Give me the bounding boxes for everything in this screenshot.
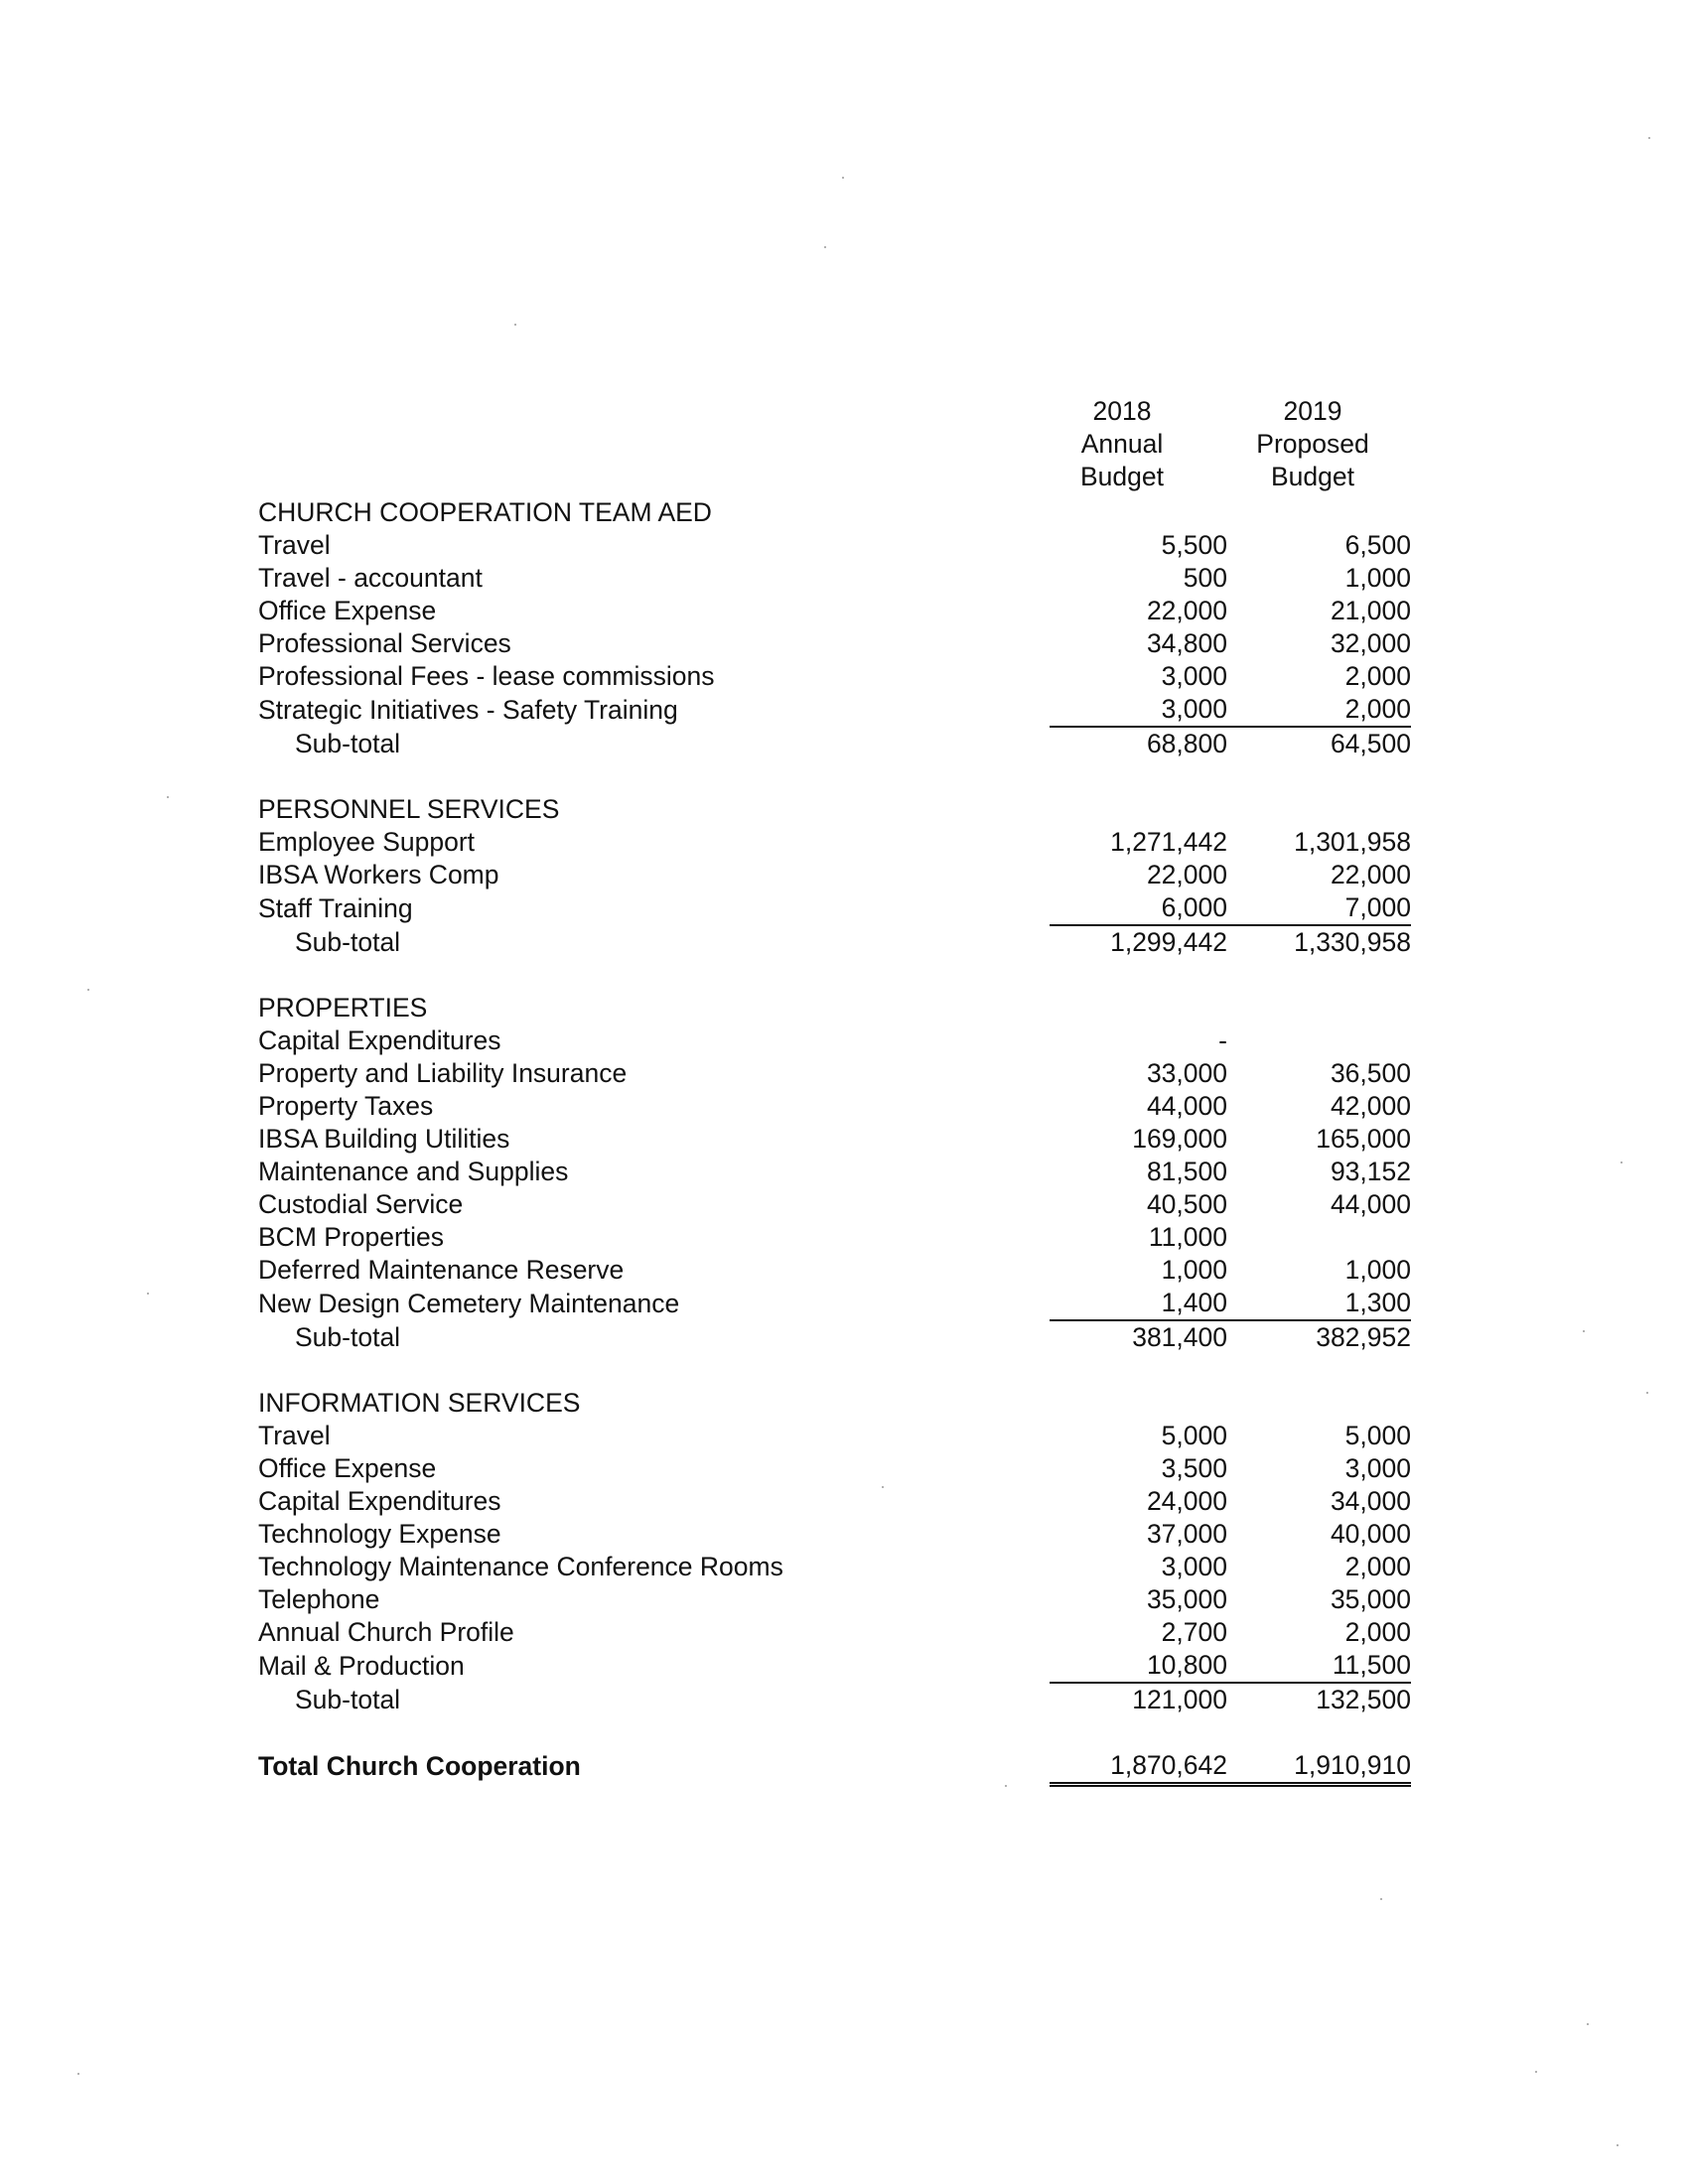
column-gap bbox=[1227, 1485, 1257, 1518]
row-label: Annual Church Profile bbox=[258, 1617, 514, 1647]
section-title bbox=[258, 1387, 1411, 1420]
header-line: Budget bbox=[1080, 462, 1164, 491]
section-title bbox=[258, 496, 1411, 529]
value-2018 bbox=[1050, 760, 1227, 793]
value-2019: 2,000 bbox=[1344, 1617, 1411, 1647]
value-2019: 21,000 bbox=[1330, 596, 1411, 625]
value-2018: 169,000 bbox=[1132, 1124, 1227, 1154]
value-2018: 3,000 bbox=[1161, 661, 1227, 691]
scan-speck bbox=[167, 796, 169, 798]
line-item bbox=[258, 1518, 1411, 1551]
column-gap bbox=[1227, 1221, 1257, 1254]
column-gap bbox=[1227, 925, 1257, 959]
subtotal-row bbox=[258, 727, 1411, 760]
value-2019 bbox=[1257, 992, 1411, 1024]
scan-speck bbox=[1646, 1392, 1648, 1394]
line-item bbox=[258, 859, 1411, 891]
scan-speck bbox=[147, 1293, 149, 1295]
budget-table bbox=[258, 496, 1411, 1787]
value-2018: 35,000 bbox=[1146, 1584, 1227, 1614]
column-header-2019 bbox=[1223, 395, 1402, 493]
line-item bbox=[258, 1616, 1411, 1649]
line-item bbox=[258, 1287, 1411, 1320]
row-label: BCM Properties bbox=[258, 1222, 445, 1252]
column-gap bbox=[1227, 1090, 1257, 1123]
row-label: Office Expense bbox=[258, 596, 437, 625]
line-item bbox=[258, 693, 1411, 727]
row-label bbox=[258, 1354, 1050, 1387]
row-label bbox=[258, 959, 1050, 992]
column-gap bbox=[1227, 1616, 1257, 1649]
row-label: Deferred Maintenance Reserve bbox=[258, 1255, 625, 1285]
value-2018: 1,271,442 bbox=[1110, 827, 1227, 857]
value-2019: 32,000 bbox=[1330, 628, 1411, 658]
row-label: IBSA Workers Comp bbox=[258, 860, 499, 889]
value-2018: 81,500 bbox=[1146, 1157, 1227, 1186]
column-gap bbox=[1227, 496, 1257, 529]
value-2019: 34,000 bbox=[1330, 1486, 1411, 1516]
value-2019: 22,000 bbox=[1330, 860, 1411, 889]
line-item bbox=[258, 1221, 1411, 1254]
scan-speck bbox=[1380, 1898, 1382, 1900]
line-item bbox=[258, 1156, 1411, 1188]
column-gap bbox=[1227, 1354, 1257, 1387]
value-2019: 1,000 bbox=[1344, 1255, 1411, 1285]
value-2018: 5,500 bbox=[1161, 530, 1227, 560]
column-gap bbox=[1227, 529, 1257, 562]
line-item bbox=[258, 562, 1411, 595]
grand-total-row bbox=[258, 1749, 1411, 1785]
column-gap bbox=[1227, 1683, 1257, 1716]
value-2018: 1,870,642 bbox=[1050, 1749, 1227, 1785]
row-label: Sub-total bbox=[295, 926, 401, 957]
column-gap bbox=[1227, 1420, 1257, 1452]
section-spacer bbox=[258, 760, 1411, 793]
value-2018: 3,000 bbox=[1050, 693, 1227, 727]
row-label: Staff Training bbox=[258, 892, 413, 923]
row-label: New Design Cemetery Maintenance bbox=[258, 1288, 680, 1318]
row-label: INFORMATION SERVICES bbox=[258, 1388, 581, 1418]
value-2019: 64,500 bbox=[1330, 729, 1411, 758]
column-gap bbox=[1227, 992, 1257, 1024]
row-label: Sub-total bbox=[295, 1684, 401, 1714]
row-label: Maintenance and Supplies bbox=[258, 1157, 569, 1186]
value-2018: 11,000 bbox=[1148, 1222, 1227, 1252]
value-2019 bbox=[1257, 1024, 1411, 1057]
line-item bbox=[258, 1420, 1411, 1452]
value-2019: 36,500 bbox=[1330, 1058, 1411, 1088]
value-2019 bbox=[1257, 760, 1411, 793]
scan-speck bbox=[882, 1486, 884, 1488]
value-2018: 500 bbox=[1183, 563, 1227, 593]
value-2019: 3,000 bbox=[1344, 1453, 1411, 1483]
row-label: Sub-total bbox=[295, 1321, 401, 1352]
line-item bbox=[258, 891, 1411, 925]
header-line: 2019 bbox=[1283, 396, 1342, 426]
value-2019 bbox=[1257, 1221, 1411, 1254]
column-gap bbox=[1227, 1518, 1257, 1551]
column-gap bbox=[1227, 693, 1257, 727]
column-gap bbox=[1227, 760, 1257, 793]
line-item bbox=[258, 1188, 1411, 1221]
scan-speck bbox=[824, 246, 826, 248]
row-label: Travel bbox=[258, 1421, 331, 1450]
row-label: Mail & Production bbox=[258, 1650, 465, 1681]
row-label: Employee Support bbox=[258, 827, 476, 857]
section-spacer bbox=[258, 959, 1411, 992]
value-2018: 5,000 bbox=[1161, 1421, 1227, 1450]
value-2018: 1,400 bbox=[1050, 1287, 1227, 1320]
value-2018: - bbox=[1218, 1025, 1227, 1055]
scan-speck bbox=[87, 989, 89, 991]
value-2019 bbox=[1257, 1387, 1411, 1420]
column-gap bbox=[1227, 1254, 1257, 1287]
row-label: Sub-total bbox=[295, 728, 401, 758]
scan-speck bbox=[1583, 1330, 1585, 1332]
budget-table-body bbox=[258, 496, 1411, 1785]
row-label: Property and Liability Insurance bbox=[258, 1058, 628, 1088]
value-2019: 1,301,958 bbox=[1294, 827, 1411, 857]
scan-speck bbox=[1617, 2144, 1619, 2146]
value-2018: 3,000 bbox=[1161, 1552, 1227, 1581]
line-item bbox=[258, 1583, 1411, 1616]
column-gap bbox=[1227, 1583, 1257, 1616]
value-2018: 34,800 bbox=[1146, 628, 1227, 658]
value-2019: 1,330,958 bbox=[1294, 927, 1411, 957]
value-2019: 2,000 bbox=[1257, 693, 1411, 727]
line-item bbox=[258, 1090, 1411, 1123]
value-2018 bbox=[1050, 496, 1227, 529]
column-gap bbox=[1227, 959, 1257, 992]
value-2018 bbox=[1050, 1716, 1227, 1749]
value-2019 bbox=[1257, 1354, 1411, 1387]
row-label: Travel - accountant bbox=[258, 563, 483, 593]
column-gap bbox=[1227, 1287, 1257, 1320]
row-label: Property Taxes bbox=[258, 1091, 434, 1121]
row-label: Capital Expenditures bbox=[258, 1025, 501, 1055]
value-2019: 44,000 bbox=[1330, 1189, 1411, 1219]
line-item bbox=[258, 1649, 1411, 1683]
row-label: Capital Expenditures bbox=[258, 1486, 501, 1516]
subtotal-row bbox=[258, 925, 1411, 959]
value-2019: 1,300 bbox=[1257, 1287, 1411, 1320]
column-gap bbox=[1227, 1320, 1257, 1354]
row-label: Professional Services bbox=[258, 628, 511, 658]
value-2019: 11,500 bbox=[1257, 1649, 1411, 1683]
subtotal-row bbox=[258, 1683, 1411, 1716]
column-gap bbox=[1227, 1551, 1257, 1583]
value-2018: 10,800 bbox=[1050, 1649, 1227, 1683]
value-2019: 1,910,910 bbox=[1257, 1749, 1411, 1785]
column-gap bbox=[1227, 1749, 1257, 1785]
line-item bbox=[258, 1024, 1411, 1057]
column-header-2018 bbox=[1043, 395, 1201, 493]
value-2019 bbox=[1257, 496, 1411, 529]
row-label: IBSA Building Utilities bbox=[258, 1124, 510, 1154]
value-2019: 6,500 bbox=[1344, 530, 1411, 560]
value-2019 bbox=[1257, 959, 1411, 992]
row-label: Custodial Service bbox=[258, 1189, 464, 1219]
section-title bbox=[258, 992, 1411, 1024]
row-label: PERSONNEL SERVICES bbox=[258, 794, 560, 824]
line-item bbox=[258, 1254, 1411, 1287]
value-2019: 382,952 bbox=[1316, 1322, 1411, 1352]
scan-speck bbox=[514, 324, 516, 326]
line-item bbox=[258, 826, 1411, 859]
column-gap bbox=[1227, 859, 1257, 891]
row-label: Technology Expense bbox=[258, 1519, 501, 1549]
value-2019: 35,000 bbox=[1330, 1584, 1411, 1614]
value-2018: 44,000 bbox=[1146, 1091, 1227, 1121]
value-2018 bbox=[1050, 793, 1227, 826]
line-item bbox=[258, 1452, 1411, 1485]
row-label: Strategic Initiatives - Safety Training bbox=[258, 694, 678, 725]
line-item bbox=[258, 529, 1411, 562]
value-2018: 2,700 bbox=[1161, 1617, 1227, 1647]
value-2018 bbox=[1050, 992, 1227, 1024]
header-line: Proposed bbox=[1256, 429, 1369, 459]
value-2018: 24,000 bbox=[1146, 1486, 1227, 1516]
value-2018: 22,000 bbox=[1146, 860, 1227, 889]
column-gap bbox=[1227, 1024, 1257, 1057]
value-2018: 1,299,442 bbox=[1110, 927, 1227, 957]
scan-speck bbox=[1005, 1785, 1007, 1787]
line-item bbox=[258, 1485, 1411, 1518]
column-gap bbox=[1227, 1716, 1257, 1749]
scan-speck bbox=[1587, 2023, 1589, 2025]
value-2019: 1,000 bbox=[1344, 563, 1411, 593]
line-item bbox=[258, 627, 1411, 660]
row-label: Office Expense bbox=[258, 1453, 437, 1483]
value-2019: 165,000 bbox=[1316, 1124, 1411, 1154]
column-gap bbox=[1227, 627, 1257, 660]
section-spacer bbox=[258, 1354, 1411, 1387]
scan-speck bbox=[77, 2073, 79, 2075]
value-2019: 40,000 bbox=[1330, 1519, 1411, 1549]
line-item bbox=[258, 660, 1411, 693]
line-item bbox=[258, 1057, 1411, 1090]
value-2019: 132,500 bbox=[1316, 1685, 1411, 1714]
value-2019 bbox=[1257, 793, 1411, 826]
column-gap bbox=[1227, 826, 1257, 859]
value-2019: 2,000 bbox=[1344, 661, 1411, 691]
line-item bbox=[258, 1551, 1411, 1583]
value-2018: 37,000 bbox=[1146, 1519, 1227, 1549]
row-label: PROPERTIES bbox=[258, 993, 428, 1023]
scan-speck bbox=[1535, 2071, 1537, 2073]
value-2018: 381,400 bbox=[1132, 1322, 1227, 1352]
column-gap bbox=[1227, 595, 1257, 627]
value-2018: 68,800 bbox=[1146, 729, 1227, 758]
value-2018: 40,500 bbox=[1146, 1189, 1227, 1219]
column-gap bbox=[1227, 1649, 1257, 1683]
value-2018 bbox=[1050, 959, 1227, 992]
subtotal-row bbox=[258, 1320, 1411, 1354]
header-line: 2018 bbox=[1092, 396, 1152, 426]
value-2018: 3,500 bbox=[1161, 1453, 1227, 1483]
row-label: Total Church Cooperation bbox=[258, 1751, 581, 1782]
value-2018 bbox=[1050, 1387, 1227, 1420]
row-label: Telephone bbox=[258, 1584, 380, 1614]
value-2019: 7,000 bbox=[1257, 891, 1411, 925]
value-2019: 5,000 bbox=[1344, 1421, 1411, 1450]
column-gap bbox=[1227, 793, 1257, 826]
row-label bbox=[258, 760, 1050, 793]
column-gap bbox=[1227, 727, 1257, 760]
section-spacer bbox=[258, 1716, 1411, 1749]
row-label: Professional Fees - lease commissions bbox=[258, 661, 715, 691]
value-2019: 42,000 bbox=[1330, 1091, 1411, 1121]
value-2018: 6,000 bbox=[1050, 891, 1227, 925]
scan-speck bbox=[1648, 137, 1650, 139]
column-gap bbox=[1227, 1387, 1257, 1420]
scan-speck bbox=[1621, 1161, 1622, 1163]
row-label: CHURCH COOPERATION TEAM AED bbox=[258, 497, 712, 527]
value-2019 bbox=[1257, 1716, 1411, 1749]
value-2018: 22,000 bbox=[1146, 596, 1227, 625]
section-title bbox=[258, 793, 1411, 826]
header-line: Budget bbox=[1271, 462, 1354, 491]
column-gap bbox=[1227, 1156, 1257, 1188]
row-label bbox=[258, 1716, 1050, 1749]
line-item bbox=[258, 595, 1411, 627]
scan-speck bbox=[842, 177, 844, 179]
row-label: Travel bbox=[258, 530, 331, 560]
column-gap bbox=[1227, 891, 1257, 925]
header-line: Annual bbox=[1080, 429, 1164, 459]
value-2018: 121,000 bbox=[1132, 1685, 1227, 1714]
value-2018 bbox=[1050, 1354, 1227, 1387]
column-gap bbox=[1227, 1123, 1257, 1156]
value-2018: 33,000 bbox=[1146, 1058, 1227, 1088]
value-2018: 1,000 bbox=[1161, 1255, 1227, 1285]
value-2019: 93,152 bbox=[1330, 1157, 1411, 1186]
column-gap bbox=[1227, 660, 1257, 693]
column-gap bbox=[1227, 1188, 1257, 1221]
column-gap bbox=[1227, 1057, 1257, 1090]
line-item bbox=[258, 1123, 1411, 1156]
column-gap bbox=[1227, 1452, 1257, 1485]
column-gap bbox=[1227, 562, 1257, 595]
row-label: Technology Maintenance Conference Rooms bbox=[258, 1552, 783, 1581]
value-2019: 2,000 bbox=[1344, 1552, 1411, 1581]
